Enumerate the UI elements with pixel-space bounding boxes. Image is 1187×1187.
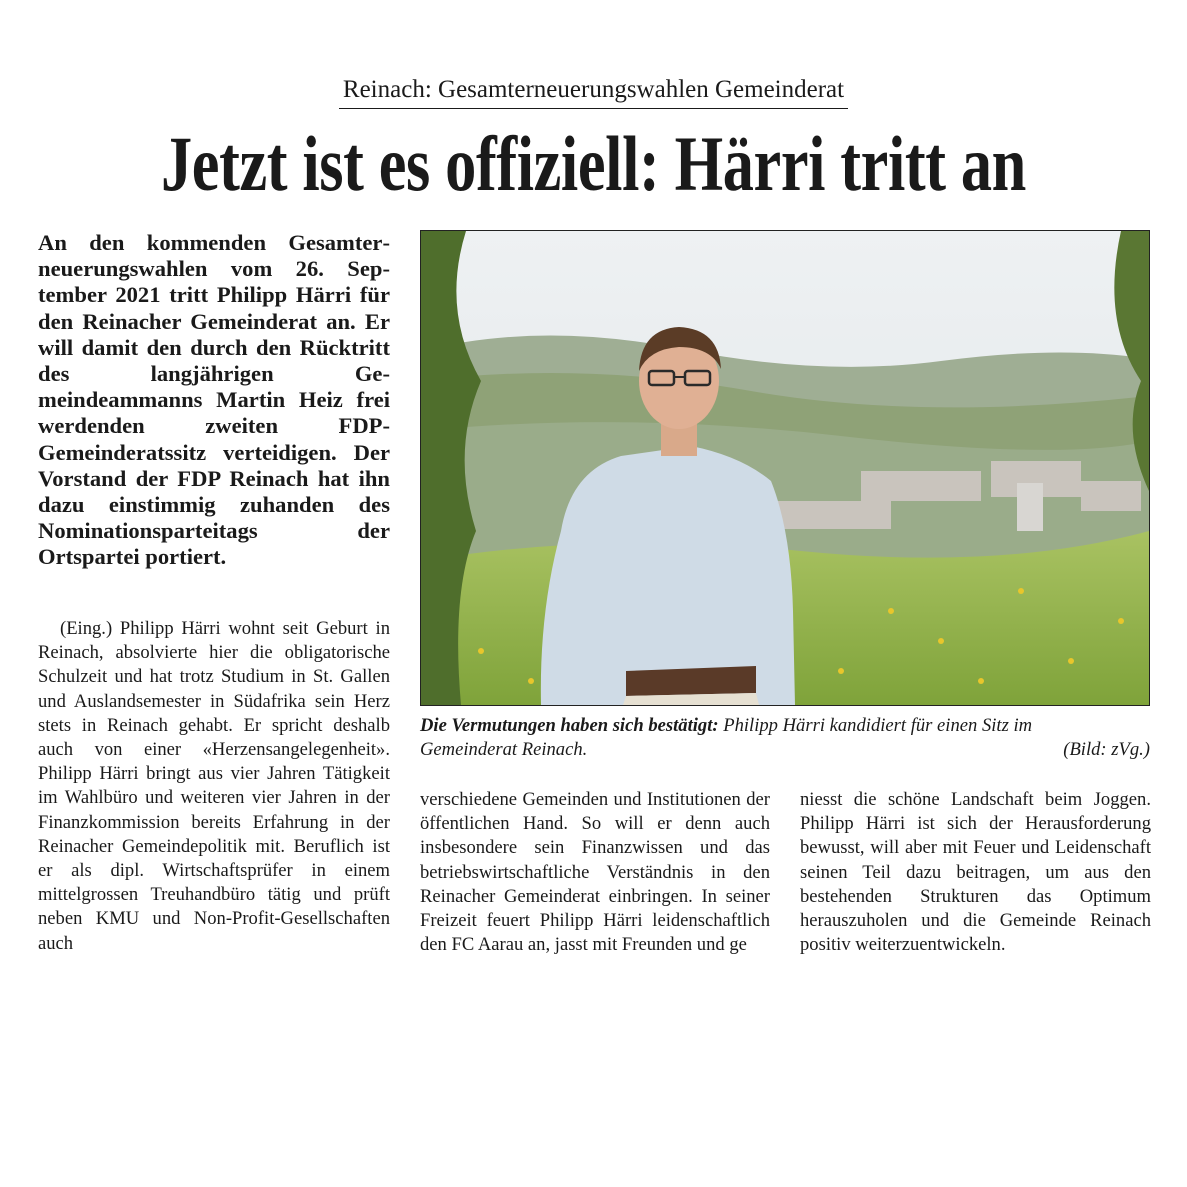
body-paragraph-2: verschiedene Gemeinden und Institutionen der öffentlichen Hand. So will er denn auch insbesondere sein Finanzwissen und das betriebswirtschaftliche Verständnis in den Reinacher Gemeinderat einbringen. In seiner Freizeit feuert Philipp Härri leidenschaftlich den FC Aarau an, jasst mit Freunden und ge [420,789,770,956]
article-kicker: Reinach: Gesamterneuerungswahlen Gemeinderat [339,74,848,109]
article-lead: An den kommenden Gesamterneuerungswahlen vom 26. September 2021 tritt Philipp Härri für den Reinacher Gemeinderat an. Er will damit den durch den Rücktritt des langjährigen Gemeindeammanns Martin Heiz frei werdenden zweiten FDP-Gemeinderatssitz verteidigen. Der Vorstand der FDP Reinach hat ihn dazu einstimmig zuhanden des Nominationsparteitags der Ortspartei portiert. [38,230,390,570]
body-paragraph-1: (Eing.) Philipp Härri wohnt seit Geburt in Reinach, absolvierte hier die obligatorische Schulzeit und hat trotz Studium in St. Gallen und Auslandsemester in Südafrika sein Herz stets in Reinach gehabt. Er spricht deshalb auch von einer «Herzensangelegenheit». Philipp Härri bringt aus vier Jahren Tätigkeit im Wahlbüro und weiteren vier Jahren in der Finanzkommission bereits Erfahrung in der Reinacher Gemeindepolitik mit. Beruflich ist er als dipl. Wirtschaftsprüfer in einem mittelgrossen Treuhandbüro tätig und prüft neben KMU und Non-Profit-Gesellschaften auch [38,618,390,954]
body-column-1 [38,617,390,956]
caption-bold: Die Vermutungen haben sich bestätigt: [420,715,719,736]
portrait-photo-illustration [421,231,1149,705]
body-column-3 [800,788,1151,957]
body-column-2 [420,788,770,957]
photo-credit: (Bild: zVg.) [1063,739,1150,760]
caption-line2: Gemeinderat Reinach. [420,739,588,760]
article-photo [420,230,1150,706]
photo-caption [420,714,1150,762]
article-headline: Jetzt ist es offiziell: Härri tritt an [161,120,1026,207]
caption-text: Philipp Härri kandidiert für einen Sitz im [718,715,1033,736]
caption-line-2 [420,738,1150,762]
kicker-wrap [0,74,1187,109]
body-paragraph-3: niesst die schöne Landschaft beim Joggen. Philipp Härri ist sich der Herausforderung bewusst, will aber mit Feuer und Leidenschaft seinen Teil dazu beitragen, um aus den bestehenden Strukturen das Optimum herauszuholen und die Gemeinde Reinach positiv weiterzuentwickeln. [800,789,1151,956]
